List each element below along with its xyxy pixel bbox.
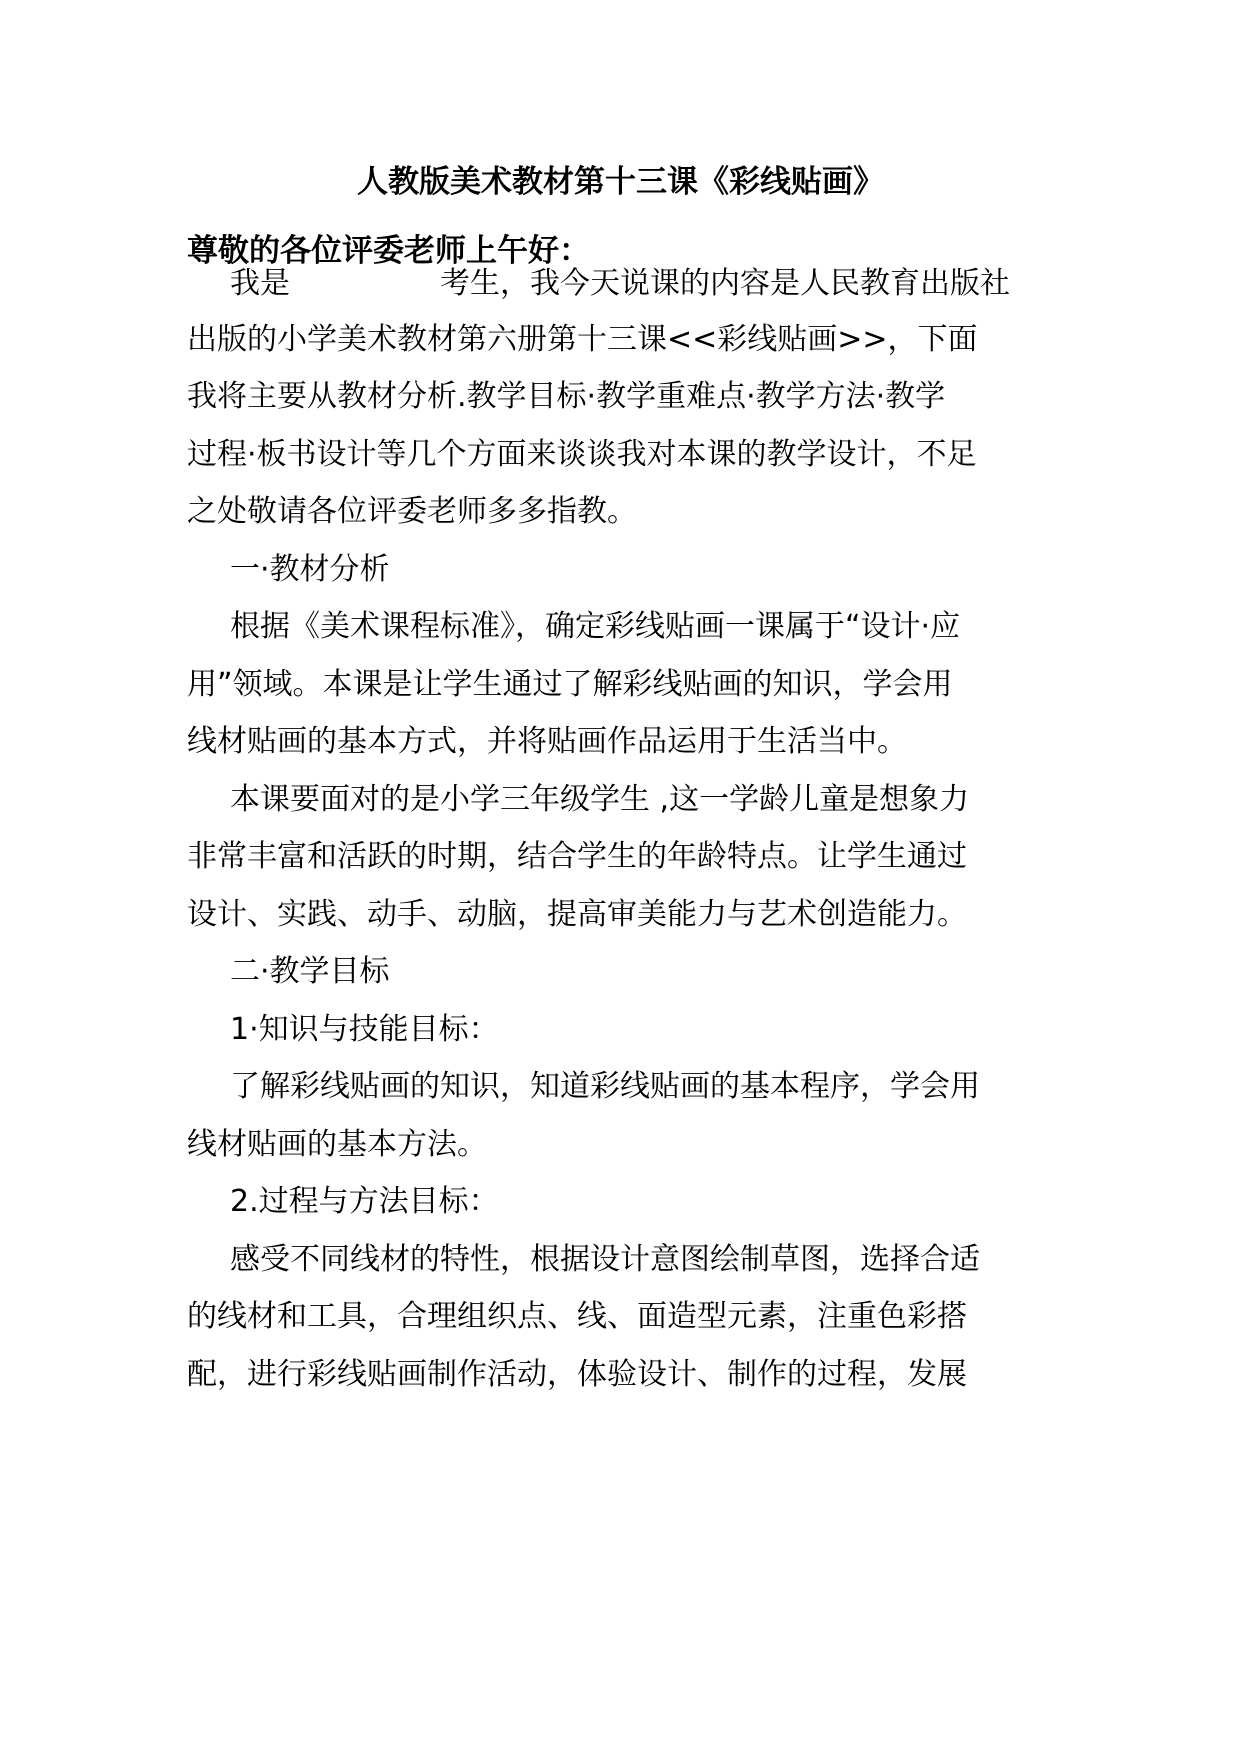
subsection-heading: 2.过程与方法目标：: [230, 1184, 499, 1219]
document-title: 人教版美术教材第十三课《彩线贴画》: [357, 164, 884, 200]
paragraph-line: 过程·板书设计等几个方面来谈谈我对本课的教学设计，不足: [187, 437, 977, 472]
paragraph-line: 根据《美术课程标准》，确定彩线贴画一课属于“设计·应: [230, 609, 961, 644]
paragraph-line: 设计、实践、动手、动脑，提高审美能力与艺术创造能力。: [187, 897, 967, 932]
subsection-heading: 1·知识与技能目标：: [230, 1012, 499, 1047]
paragraph-line: 我将主要从教材分析.教学目标·教学重难点·教学方法·教学: [187, 379, 946, 414]
paragraph-line: 本课要面对的是小学三年级学生 ,这一学龄儿童是想象力: [230, 782, 970, 817]
section-heading: 一·教材分析: [230, 552, 390, 587]
paragraph-line: 我是 考生，我今天说课的内容是人民教育出版社: [230, 266, 1010, 301]
paragraph-line: 非常丰富和活跃的时期，结合学生的年龄特点。让学生通过: [187, 839, 967, 874]
paragraph-line: 用”领域。本课是让学生通过了解彩线贴画的知识，学会用: [187, 667, 953, 702]
paragraph-line: 线材贴画的基本方式，并将贴画作品运用于生活当中。: [187, 724, 907, 759]
paragraph-line: 配，进行彩线贴画制作活动，体验设计、制作的过程，发展: [187, 1357, 967, 1392]
paragraph-line: 的线材和工具，合理组织点、线、面造型元素，注重色彩搭: [187, 1299, 967, 1334]
section-heading: 二·教学目标: [230, 954, 390, 989]
paragraph-line: 感受不同线材的特性，根据设计意图绘制草图，选择合适: [230, 1242, 980, 1277]
paragraph-line: 线材贴画的基本方法。: [187, 1127, 487, 1162]
paragraph-line: 出版的小学美术教材第六册第十三课<<彩线贴画>>，下面: [187, 322, 978, 357]
paragraph-line: 了解彩线贴画的知识，知道彩线贴画的基本程序，学会用: [230, 1069, 980, 1104]
greeting-heading: 尊敬的各位评委老师上午好：: [187, 233, 590, 269]
paragraph-line: 之处敬请各位评委老师多多指教。: [187, 494, 637, 529]
